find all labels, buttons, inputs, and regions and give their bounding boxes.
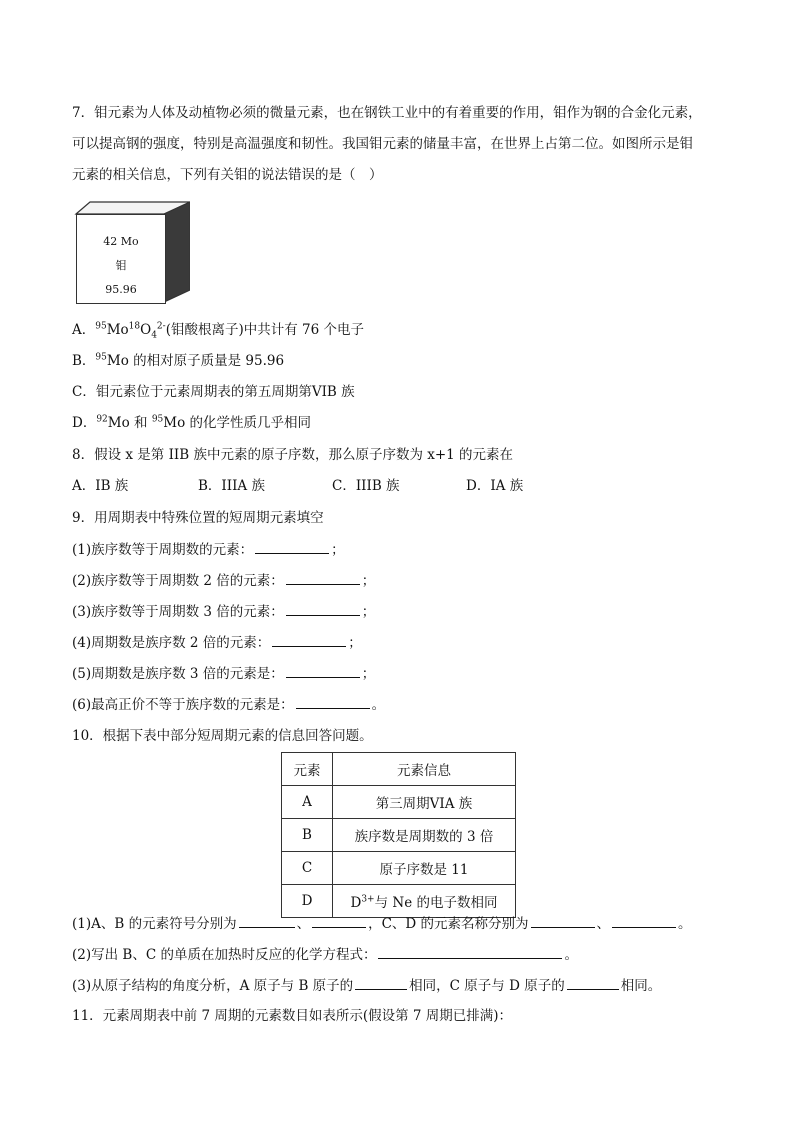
text: 相同，C 原子与 D 原子的 [409, 978, 565, 994]
mass-number: 92 [96, 414, 108, 425]
q8-option-a[interactable]: A．IB 族 [72, 478, 129, 494]
element-name: 钼 [115, 259, 127, 272]
q10-stem: 10．根据下表中部分短周期元素的信息回答问题。 [72, 728, 373, 744]
answer-blank[interactable] [531, 913, 595, 928]
item-end: ； [331, 542, 345, 558]
answer-blank[interactable] [286, 663, 360, 678]
symbol: Mo [106, 322, 129, 338]
q10-sub-2 [72, 944, 578, 965]
answer-blank[interactable] [312, 913, 366, 928]
q7-line-1: 7．钼元素为人体及动植物必须的微量元素，也在钢铁工业中的有着重要的作用，钼作为钢的合金化元素， [72, 105, 702, 121]
q7-line-3: 元素的相关信息，下列有关钼的说法错误的是（ ） [72, 167, 383, 183]
item-text: (3)族序数等于周期数 3 倍的元素： [72, 604, 284, 620]
mass-number: 18 [128, 321, 141, 332]
q9-item-2 [72, 570, 375, 591]
charge: 2- [156, 321, 166, 332]
element-info-table [281, 752, 516, 918]
text: (2)写出 B、C 的单质在加热时反应的化学方程式： [72, 947, 377, 963]
answer-blank[interactable] [272, 632, 346, 647]
table-row [282, 852, 516, 885]
option-text: Mo 的相对原子质量是 95.96 [106, 353, 285, 369]
table-cell: B [282, 819, 333, 852]
q10-sub-1 [72, 913, 692, 934]
q7-option-b[interactable] [72, 351, 284, 371]
item-end: ； [361, 666, 376, 682]
option-label: B． [72, 353, 96, 369]
element-number-symbol: 42 Mo [103, 235, 139, 248]
item-end: ； [361, 573, 376, 589]
answer-blank[interactable] [378, 944, 562, 959]
molybdenum-element-card [72, 200, 190, 304]
cell-text: 与 Ne 的电子数相同 [374, 895, 498, 911]
q7-option-c[interactable]: C．钼元素位于元素周期表的第五周期第VIB 族 [72, 384, 355, 400]
text: (3)从原子结构的角度分析，A 原子与 B 原子的 [72, 978, 354, 994]
text: 。 [678, 916, 692, 932]
table-cell: D [282, 885, 333, 918]
answer-blank[interactable] [296, 694, 370, 709]
item-text: (2)族序数等于周期数 2 倍的元素： [72, 573, 284, 589]
item-text: (1)族序数等于周期数的元素： [72, 542, 254, 558]
q9-item-3 [72, 601, 375, 622]
table-header-row [282, 753, 516, 786]
item-text: (4)周期数是族序数 2 倍的元素： [72, 635, 271, 651]
q9-item-6 [72, 694, 385, 715]
table-row [282, 819, 516, 852]
table-cell: 第三周期VIA 族 [333, 786, 516, 819]
item-end: ； [348, 635, 362, 651]
item-text: (6)最高正价不等于族序数的元素是： [72, 697, 294, 713]
q7-option-d[interactable] [72, 413, 311, 433]
item-text: (5)周期数是族序数 3 倍的元素是： [72, 666, 284, 682]
mass-number: 95 [151, 414, 164, 425]
q7-line-2: 可以提高钢的强度，特别是高温强度和韧性。我国钼元素的储量丰富，在世界上占第二位。如图所示是钼 [72, 136, 693, 152]
table-cell: 族序数是周期数的 3 倍 [333, 819, 516, 852]
text: ，C、D 的元素名称分别为 [368, 916, 529, 932]
mass-number: 95 [95, 352, 107, 363]
ion-charge: 3+ [361, 894, 375, 905]
header-info: 元素信息 [333, 753, 516, 786]
answer-blank[interactable] [255, 539, 329, 554]
answer-blank[interactable] [239, 913, 295, 928]
cube-front-face [76, 214, 166, 304]
symbol: O [140, 322, 152, 338]
element-mass: 95.96 [105, 283, 137, 296]
header-element: 元素 [282, 753, 333, 786]
q9-item-1 [72, 539, 345, 560]
option-text: Mo 的化学性质几乎相同 [163, 415, 312, 431]
table-cell: A [282, 786, 333, 819]
text: (1)A、B 的元素符号分别为 [72, 916, 237, 932]
text: 相同。 [620, 978, 662, 994]
text: 、 [296, 916, 311, 932]
q9-item-4 [72, 632, 362, 653]
answer-blank[interactable] [286, 570, 360, 585]
option-text: (钼酸根离子)中共计有 76 个电子 [165, 322, 364, 338]
item-end: ； [361, 604, 376, 620]
ion-symbol: D [350, 895, 362, 911]
text: 、 [596, 916, 611, 932]
table-cell: 原子序数是 11 [333, 852, 516, 885]
answer-blank[interactable] [567, 975, 619, 990]
q9-stem: 9．用周期表中特殊位置的短周期元素填空 [72, 510, 324, 526]
q9-item-5 [72, 663, 375, 684]
table-row [282, 786, 516, 819]
q8-option-c[interactable]: C．IIIB 族 [332, 478, 400, 494]
text: 。 [564, 947, 578, 963]
option-text: Mo 和 [107, 415, 152, 431]
subscript: 4 [151, 330, 157, 341]
q7-option-a[interactable] [72, 320, 364, 340]
option-label: A． [72, 322, 96, 338]
answer-blank[interactable] [355, 975, 407, 990]
answer-blank[interactable] [612, 913, 676, 928]
item-end: 。 [371, 697, 386, 713]
q8-option-b[interactable]: B．IIIA 族 [198, 478, 265, 494]
mass-number: 95 [95, 321, 107, 332]
q8-stem: 8．假设 x 是第 IIB 族中元素的原子序数，那么原子序数为 x+1 的元素在 [72, 447, 514, 463]
answer-blank[interactable] [286, 601, 360, 616]
q11-stem: 11．元素周期表中前 7 周期的元素数目如表所示(假设第 7 周期已排满)： [72, 1008, 513, 1024]
q10-sub-3 [72, 975, 661, 996]
table-cell: C [282, 852, 333, 885]
q8-option-d[interactable]: D．IA 族 [466, 478, 524, 494]
option-label: D． [72, 415, 97, 431]
